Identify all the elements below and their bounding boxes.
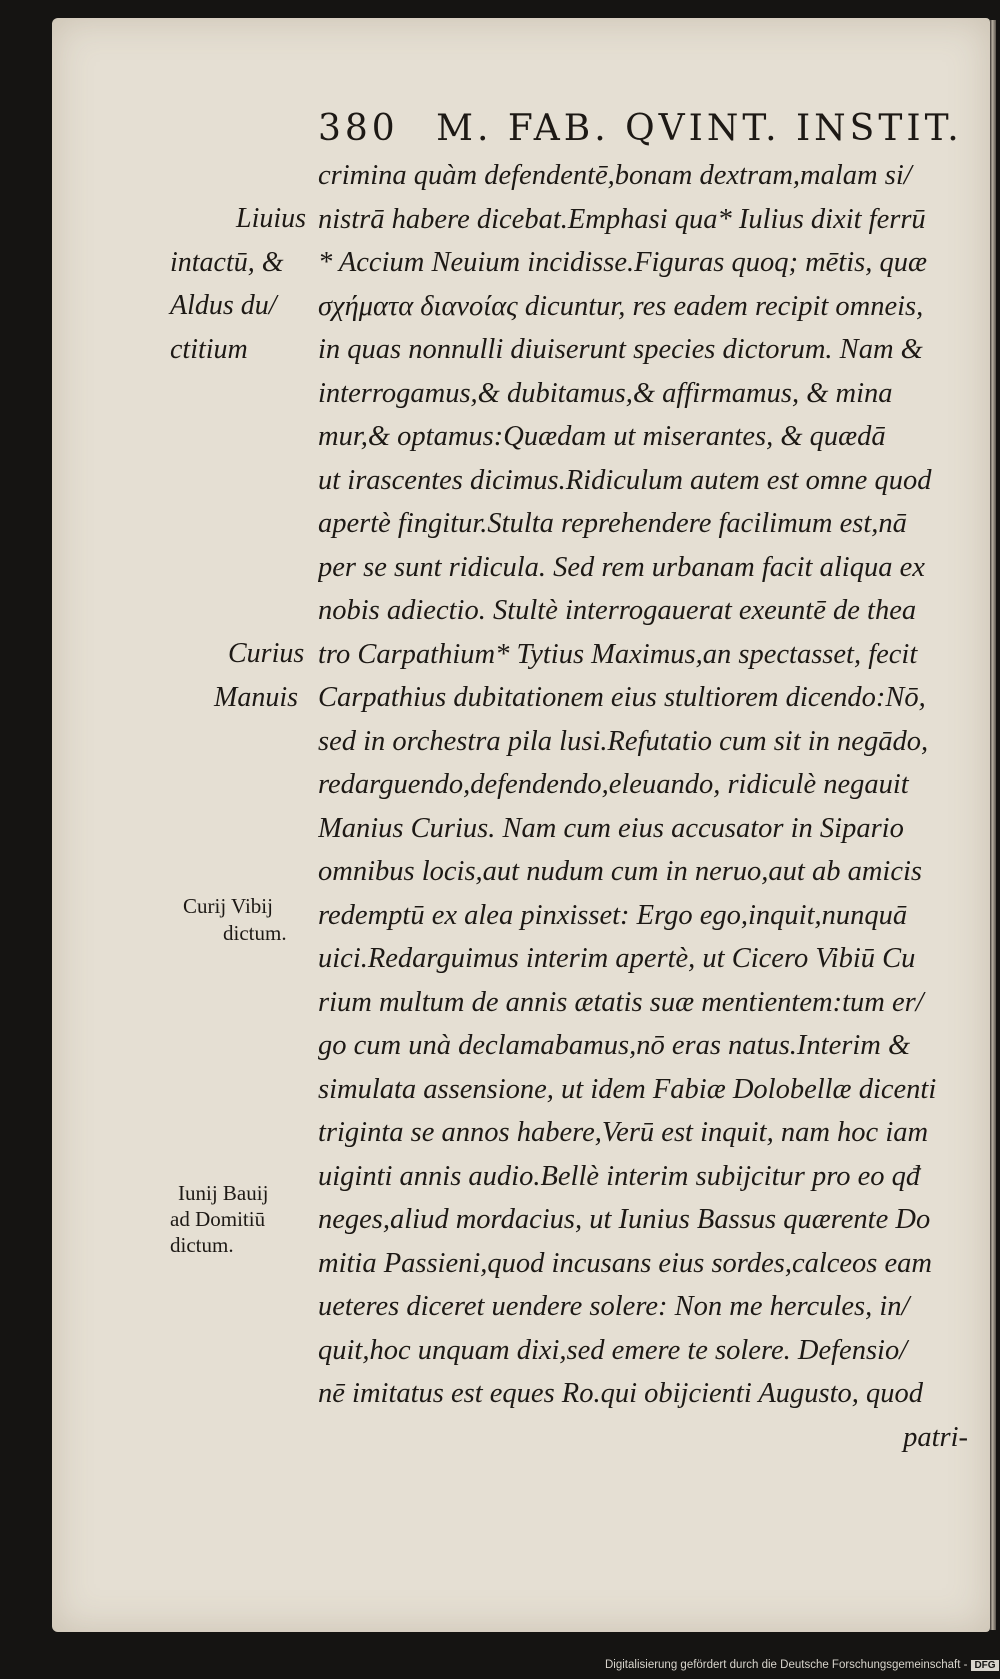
text-line: apertè fingitur.Stulta reprehendere facilimum est,nā <box>318 508 907 539</box>
text-line: triginta se annos habere,Verū est inquit, nam hoc iam <box>318 1117 929 1148</box>
text-line: uiginti annis audio.Bellè interim subijcitur pro eo qđ <box>318 1160 921 1192</box>
page-edge <box>990 20 996 1630</box>
body-text <box>318 154 968 1459</box>
text-line: sed in orchestra pila lusi.Refutatio cum sit in negādo, <box>318 725 929 757</box>
margin-note-livius: Liuius <box>236 203 307 234</box>
text-line: ueteres diceret uendere solere: Non me hercules, in/ <box>318 1291 910 1322</box>
page-number: 380 <box>318 108 399 149</box>
text-line: uici.Redarguimus interim apertè, ut Cicero Vibiū Cu <box>318 943 916 974</box>
running-title: M. FAB. QVINT. INSTIT. <box>436 108 963 149</box>
digitization-credit <box>605 1659 999 1671</box>
margin-note-curii-vibii: Curij Vibij <box>183 894 273 918</box>
text-line: crimina quàm defendentē,bonam dextram,malam si/ <box>318 160 912 191</box>
margin-note-ad-domitiu: ad Domitiū <box>170 1207 266 1231</box>
margin-note-dictum: dictum. <box>223 921 287 945</box>
text-line: σχήματα διανοίας dicuntur, res eadem recipit omneis, <box>318 290 924 322</box>
catchword: patri- <box>903 1421 968 1453</box>
text-line: mur,& optamus:Quædam ut miserantes, & quædā <box>318 421 886 452</box>
credit-text: Digitalisierung gefördert durch die Deutsche Forschungsgemeinschaft - <box>605 1659 968 1671</box>
text-line: per se sunt ridicula. Sed rem urbanam facit aliqua ex <box>318 551 925 583</box>
text-line: ut irascentes dicimus.Ridiculum autem est omne quod <box>318 464 932 496</box>
margin-note-iunii-bauii: Iunij Bauij <box>178 1181 269 1205</box>
margin-note-manuis: Manuis <box>214 682 298 713</box>
margin-note-curius: Curius <box>228 638 305 669</box>
dfg-logo: DFG <box>971 1660 998 1671</box>
text-line: nē imitatus est eques Ro.qui obijcienti Augusto, quod <box>318 1378 924 1409</box>
text-line: Carpathius dubitationem eius stultiorem dicendo:Nō, <box>318 682 926 713</box>
margin-note-dictum: dictum. <box>170 1233 234 1257</box>
text-line: nobis adiectio. Stultè interrogauerat exeuntē de thea <box>318 595 917 626</box>
text-line: mitia Passieni,quod incusans eius sordes,calceos eam <box>318 1247 933 1279</box>
text-line: simulata assensione, ut idem Fabiæ Dolobellæ dicenti <box>318 1073 937 1105</box>
text-line: neges,aliud mordacius, ut Iunius Bassus quærente Do <box>318 1204 931 1235</box>
text-line: omnibus locis,aut nudum cum in neruo,aut ab amicis <box>318 856 923 887</box>
page-header <box>318 108 963 149</box>
text-line: * Accium Neuium incidisse.Figuras quoq; mētis, quæ <box>318 247 928 278</box>
text-line: interrogamus,& dubitamus,& affirmamus, & mina <box>318 377 893 409</box>
text-line: nistrā habere dicebat.Emphasi qua* Iulius dixit ferrū <box>318 203 926 235</box>
text-line: rium multum de annis ætatis suæ mentientem:tum er/ <box>318 986 924 1018</box>
text-line: redemptū ex alea pinxisset: Ergo ego,inquit,nunquā <box>318 899 908 931</box>
margin-note-intactu: intactū, & <box>170 247 284 278</box>
text-line: quit,hoc unquam dixi,sed emere te solere. Defensio/ <box>318 1334 908 1366</box>
margin-note-aldus: Aldus du/ <box>170 290 277 321</box>
text-line: tro Carpathium* Tytius Maximus,an spectasset, fecit <box>318 638 918 670</box>
text-line: in quas nonnulli diuiserunt species dictorum. Nam & <box>318 334 923 365</box>
margin-note-ctitium: ctitium <box>170 334 248 365</box>
text-line: Manius Curius. Nam cum eius accusator in Sipario <box>318 812 904 844</box>
text-line: redarguendo,defendendo,eleuando, ridiculè negauit <box>318 769 909 800</box>
text-line: go cum unà declamabamus,nō eras natus.Interim & <box>318 1030 911 1061</box>
